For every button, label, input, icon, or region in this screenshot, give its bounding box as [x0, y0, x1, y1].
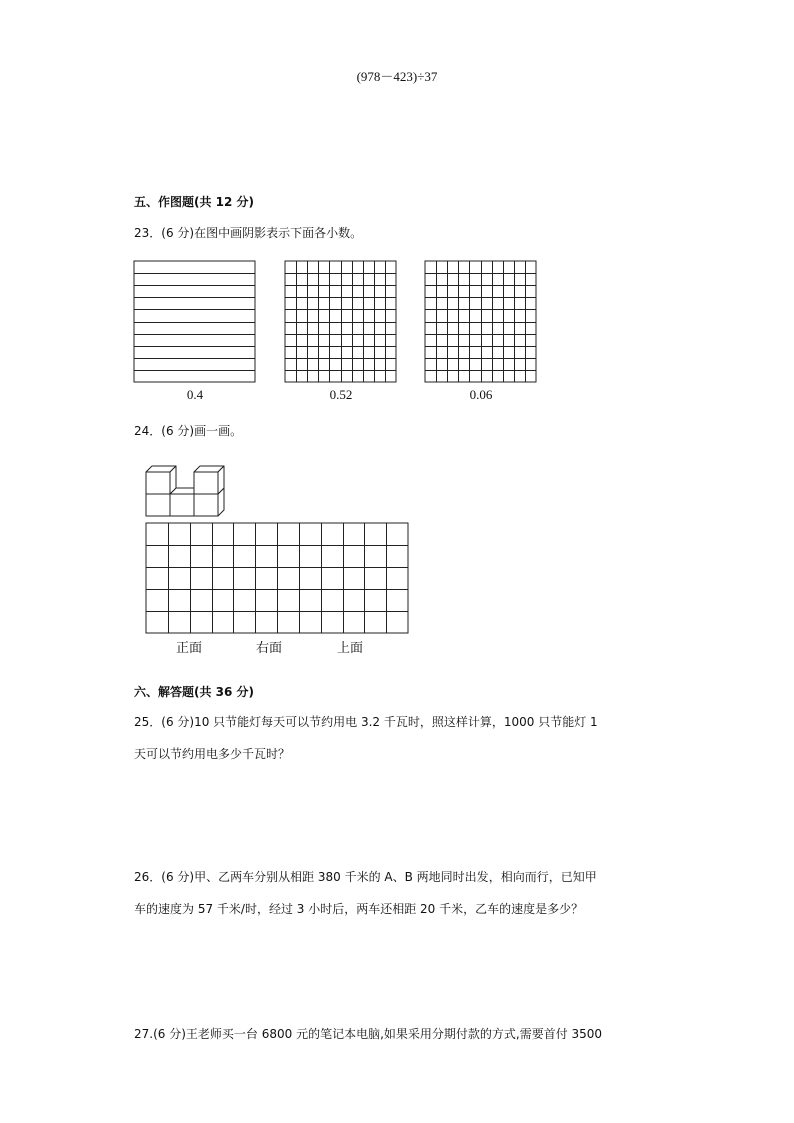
- question-26-line-1: 26．(6 分)甲、乙两车分别从相距 380 千米的 A、B 两地同时出发，相向而行，已知甲: [134, 870, 597, 884]
- question-27-line-1: 27.(6 分)王老师买一台 6800 元的笔记本电脑,如果采用分期付款的方式,需要首付 3500: [134, 1027, 603, 1041]
- view-label-top: 上面: [337, 641, 364, 656]
- question-24-text: 24．(6 分)画一画。: [134, 424, 243, 438]
- section-five-heading: 五、作图题(共 12 分): [134, 195, 255, 209]
- section-six-heading: 六、解答题(共 36 分): [134, 685, 255, 699]
- question-25-line-2: 天可以节约用电多少千瓦时？: [134, 747, 291, 761]
- view-label-front: 正面: [176, 641, 203, 656]
- question-25-line-1: 25．(6 分)10 只节能灯每天可以节约用电 3.2 千瓦时，照这样计算，1000 只节能灯 1: [134, 715, 598, 729]
- question-26-line-2: 车的速度为 57 千米/时，经过 3 小时后，两车还相距 20 千米，乙车的速度是多少？: [134, 902, 584, 916]
- question-23-text: 23．(6 分)在图中画阴影表示下面各小数。: [134, 226, 363, 240]
- grid-label-0-52: 0.52: [329, 387, 353, 402]
- decimal-grid-hundred-2[interactable]: [424, 260, 538, 384]
- grid-label-0-4: 0.4: [186, 387, 204, 402]
- decimal-grid-hundred-1[interactable]: [284, 260, 398, 384]
- expression-text: (978－423)÷37: [356, 69, 438, 84]
- decimal-grid-strips[interactable]: [133, 260, 257, 384]
- view-label-right: 右面: [256, 641, 283, 656]
- view-drawing-grid[interactable]: [145, 522, 411, 636]
- grid-label-0-06: 0.06: [469, 387, 493, 402]
- cube-solid-figure: [144, 456, 232, 520]
